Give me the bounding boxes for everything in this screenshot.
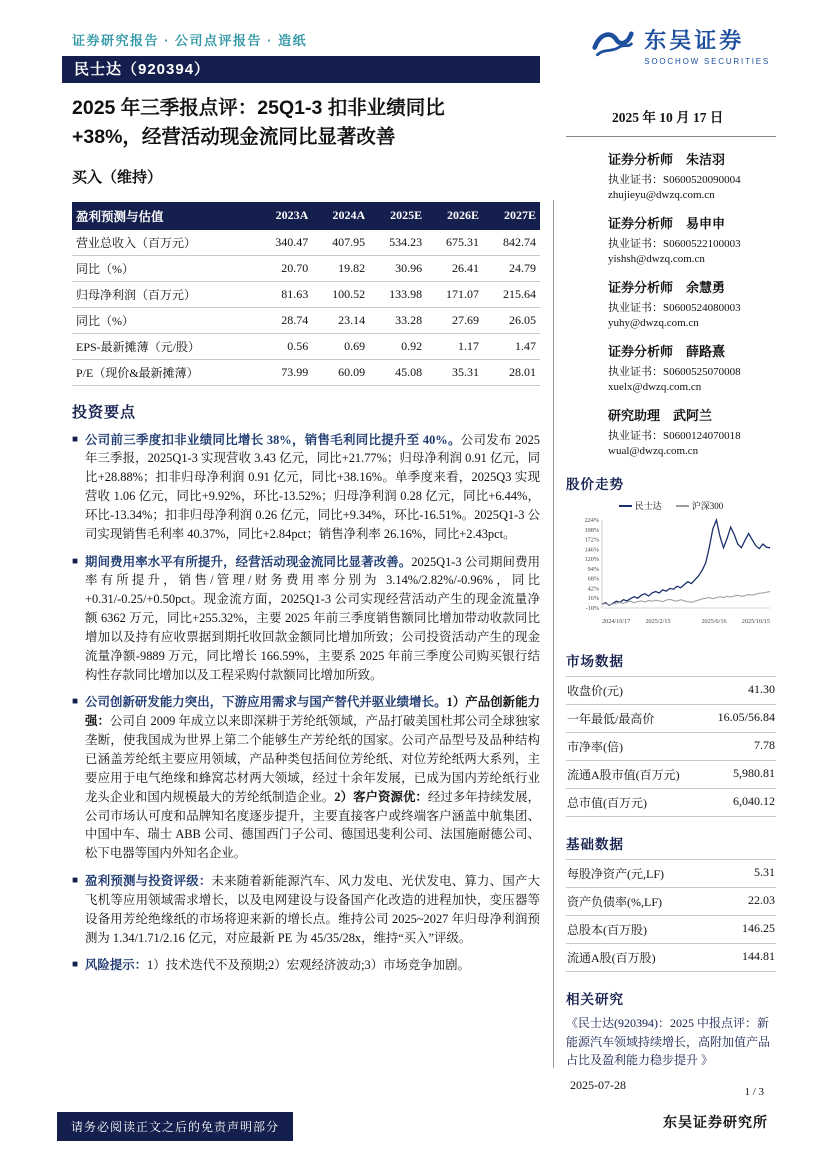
forecast-row xyxy=(72,307,540,333)
data-row-value: 22.03 xyxy=(748,893,775,907)
forecast-column-header: 2026E xyxy=(426,202,483,230)
forecast-header-row xyxy=(72,202,540,230)
data-row xyxy=(566,761,776,789)
forecast-column-header: 2024A xyxy=(312,202,369,230)
related-research-item[interactable]: 《民士达(920394)：2025 中报点评：新能源汽车领域持续增长，高附加值产品占比及盈利能力稳步提升 》 xyxy=(566,1016,771,1068)
brand-name-en: SOOCHOW SECURITIES xyxy=(644,56,770,66)
svg-text:2025/6/16: 2025/6/16 xyxy=(701,618,727,625)
forecast-cell: 26.05 xyxy=(483,307,540,333)
legend-swatch xyxy=(676,505,689,507)
report-title-line1: 2025 年三季报点评：25Q1-3 扣非业绩同比 xyxy=(72,97,445,119)
sidebar-column xyxy=(566,106,776,1093)
forecast-cell: 73.99 xyxy=(255,359,312,385)
forecast-cell: 19.82 xyxy=(312,255,369,281)
legend-label: 沪深300 xyxy=(691,501,724,511)
price-line-民士达 xyxy=(602,520,770,605)
data-row-value: 7.78 xyxy=(754,738,775,752)
forecast-cell: 24.79 xyxy=(483,255,540,281)
svg-text:172%: 172% xyxy=(584,536,599,544)
price-chart-heading: 股价走势 xyxy=(566,477,624,492)
forecast-cell: 171.07 xyxy=(426,281,483,307)
forecast-cell: 30.96 xyxy=(369,255,426,281)
bullet-square-icon: ■ xyxy=(72,433,79,445)
data-row xyxy=(566,860,776,888)
analyst-email[interactable]: zhujieyu@dwzq.com.cn xyxy=(608,189,715,201)
data-row xyxy=(566,916,776,944)
svg-text:42%: 42% xyxy=(587,585,599,593)
legend-item xyxy=(619,499,662,512)
investment-point-segment: 2）客户资源优： xyxy=(334,789,428,804)
analyst-block xyxy=(566,213,776,265)
forecast-cell: 28.01 xyxy=(483,359,540,385)
investment-point-segment: 1）技术迭代不及预期;2）宏观经济波动;3）市场竞争加剧。 xyxy=(147,958,470,973)
basic-data-table xyxy=(566,859,776,972)
soochow-wave-icon xyxy=(591,20,635,69)
data-row xyxy=(566,944,776,972)
legend-swatch xyxy=(619,505,632,507)
svg-text:16%: 16% xyxy=(587,595,599,603)
forecast-cell: 0.56 xyxy=(255,333,312,359)
legend-label: 民士达 xyxy=(634,501,662,511)
investment-point-lead: 期间费用率水平有所提升，经营活动现金流同比显著改善。 xyxy=(85,554,412,569)
investment-point xyxy=(72,956,540,975)
data-row-value: 144.81 xyxy=(742,949,775,963)
data-row-label: 市净率(倍) xyxy=(567,740,623,754)
analyst-email[interactable]: yuhy@dwzq.com.cn xyxy=(608,317,699,329)
price-chart xyxy=(566,499,776,634)
analyst-role-name: 证券分析师 余慧勇 xyxy=(608,280,726,295)
data-row-label: 资产负债率(%,LF) xyxy=(567,895,662,909)
forecast-cell: 340.47 xyxy=(255,230,312,256)
data-row xyxy=(566,888,776,916)
forecast-cell: 33.28 xyxy=(369,307,426,333)
price-chart-legend xyxy=(566,499,776,512)
forecast-row xyxy=(72,359,540,385)
related-research-date: 2025-07-28 xyxy=(570,1077,626,1092)
report-category-line: 证券研究报告 · 公司点评报告 · 造纸 xyxy=(72,33,308,48)
legend-item xyxy=(676,499,724,512)
market-data-table xyxy=(566,676,776,817)
forecast-column-header: 2025E xyxy=(369,202,426,230)
analyst-block xyxy=(566,277,776,329)
data-row-label: 一年最低/最高价 xyxy=(567,712,655,726)
investment-point-text xyxy=(85,872,540,947)
forecast-row xyxy=(72,230,540,256)
data-row-value: 41.30 xyxy=(748,682,775,696)
investment-point-lead: 盈利预测与投资评级： xyxy=(85,874,212,889)
forecast-cell: 60.09 xyxy=(312,359,369,385)
analyst-email[interactable]: xuelx@dwzq.com.cn xyxy=(608,381,702,393)
analyst-cert: 执业证书：S0600522100003 xyxy=(608,238,741,250)
forecast-cell: 27.69 xyxy=(426,307,483,333)
data-row-label: 流通A股(百万股) xyxy=(567,951,656,965)
forecast-cell: 35.31 xyxy=(426,359,483,385)
forecast-cell: 45.08 xyxy=(369,359,426,385)
bullet-square-icon: ■ xyxy=(72,875,79,887)
analyst-cert: 执业证书：S0600524080003 xyxy=(608,302,741,314)
data-row-label: 总股本(百万股) xyxy=(567,923,647,937)
data-row-label: 流通A股市值(百万元) xyxy=(567,768,680,782)
analyst-role-name: 证券分析师 薛路熹 xyxy=(608,344,726,359)
analyst-cert: 执业证书：S0600520090004 xyxy=(608,174,741,186)
investment-point-segment: 公司自 2009 年成立以来即深耕于芳纶纸领域，产品打破美国杜邦公司全球独家垄断，使我国成为世界上第二个能够生产芳纶纸的国家。公司产品型号及品种结构已涵盖芳纶纸主要应用领域，产品种类包括间位芳纶纸、对位芳纶纸两大系列，主要应用于电气绝缘和蜂窝芯材两大领域，经过十余年发展，已成为国内芳纶纸行业龙头企业和国内规模最大的芳纶纸制造企业。 xyxy=(85,714,540,804)
forecast-cell: 100.52 xyxy=(312,281,369,307)
investment-point-text xyxy=(85,431,540,544)
forecast-cell: 20.70 xyxy=(255,255,312,281)
investment-point-lead: 风险提示： xyxy=(85,958,147,973)
forecast-cell: 1.47 xyxy=(483,333,540,359)
related-research-list xyxy=(566,1014,776,1093)
svg-text:120%: 120% xyxy=(584,556,599,564)
forecast-cell: 23.14 xyxy=(312,307,369,333)
forecast-cell: 215.64 xyxy=(483,281,540,307)
svg-text:2025/2/15: 2025/2/15 xyxy=(645,618,671,625)
forecast-column-header: 2023A xyxy=(255,202,312,230)
basic-data-heading: 基础数据 xyxy=(566,837,624,852)
analyst-role-name: 证券分析师 朱洁羽 xyxy=(608,152,726,167)
svg-text:-10%: -10% xyxy=(585,605,599,612)
forecast-cell: 0.69 xyxy=(312,333,369,359)
svg-text:2025/10/15: 2025/10/15 xyxy=(741,618,770,625)
analyst-role-name: 证券分析师 易申申 xyxy=(608,216,726,231)
date-separator xyxy=(566,136,776,137)
investment-point-text xyxy=(85,693,540,863)
page-number: 1 / 3 xyxy=(744,1086,764,1098)
forecast-cell: 26.41 xyxy=(426,255,483,281)
svg-text:2024/10/17: 2024/10/17 xyxy=(602,618,631,625)
analyst-cert: 执业证书：S0600124070018 xyxy=(608,430,741,442)
forecast-row-label: P/E（现价&最新摊薄） xyxy=(72,359,255,385)
analyst-role-name: 研究助理 武阿兰 xyxy=(608,408,713,423)
svg-text:146%: 146% xyxy=(584,546,599,554)
forecast-row-label: EPS-最新摊薄（元/股） xyxy=(72,333,255,359)
report-title xyxy=(72,94,540,153)
bullet-square-icon: ■ xyxy=(72,555,79,567)
investment-point-segment: 经过多年持续发展，公司市场认可度和品牌知名度逐步提升，主要直接客户或终端客户涵盖中航集团、中国中车、瑞士 ABB 公司、德国西门子公司、德国迅斐利公司、法国施耐德公司、松下电器等国内外知名企业。 xyxy=(85,789,541,861)
investment-point-segment: 2025Q1-3 公司期间费用率有所提升，销售/管理/财务费用率分别为 3.14%/2.82%/-0.96%，同比+0.31/-0.25/+0.50pct。现金流方面，2025Q1-3 公司实现经营活动产生的现金流量净额 6362 万元，同比+255.32%，主要 2025 年前三季度销售额同比增加带动收款同比增加以及持有应收票据到期托收回款金额同比增加所致；公司投资活动产生的现金流量净额-9889 万元，同比增长 166.59%，主要系 2025 年前三季度公司购买银行结构性存款同比增加以及工程采购付款额同比增加所致。 xyxy=(85,554,541,682)
data-row-value: 5.31 xyxy=(754,865,775,879)
data-row xyxy=(566,789,776,817)
investment-point-lead: 公司前三季度扣非业绩同比增长 38%，销售毛利同比提升至 40%。 xyxy=(85,432,461,447)
data-row-value: 5,980.81 xyxy=(733,766,775,780)
forecast-table-body xyxy=(72,230,540,386)
forecast-valuation-table xyxy=(72,202,540,386)
data-row-label: 每股净资产(元,LF) xyxy=(567,867,664,881)
investment-point-text xyxy=(85,956,540,975)
footer-disclaimer-bar: 请务必阅读正文之后的免责声明部分 xyxy=(57,1112,293,1141)
data-row xyxy=(566,705,776,733)
rating-badge: 买入（维持） xyxy=(72,168,163,186)
data-row-label: 总市值(百万元) xyxy=(567,796,647,810)
forecast-row-label: 营业总收入（百万元） xyxy=(72,230,255,256)
related-research-heading: 相关研究 xyxy=(566,992,624,1007)
price-line-沪深300 xyxy=(602,592,770,606)
analyst-email[interactable]: yishsh@dwzq.com.cn xyxy=(608,253,705,265)
analyst-cert: 执业证书：S0600525070008 xyxy=(608,366,741,378)
report-date: 2025 年 10 月 17 日 xyxy=(612,110,724,125)
data-row-label: 收盘价(元) xyxy=(567,684,623,698)
forecast-cell: 675.31 xyxy=(426,230,483,256)
analyst-email[interactable]: wual@dwzq.com.cn xyxy=(608,445,699,457)
research-institute-label: 东吴证券研究所 xyxy=(663,1114,768,1130)
data-row-value: 146.25 xyxy=(742,921,775,935)
report-title-line2: +38%，经营活动现金流同比显著改善 xyxy=(72,126,396,149)
data-row xyxy=(566,677,776,705)
forecast-column-header: 2027E xyxy=(483,202,540,230)
forecast-row-label: 归母净利润（百万元） xyxy=(72,281,255,307)
investment-points-heading: 投资要点 xyxy=(72,403,137,421)
forecast-cell: 81.63 xyxy=(255,281,312,307)
forecast-cell: 534.23 xyxy=(369,230,426,256)
column-divider xyxy=(553,200,554,1068)
svg-text:198%: 198% xyxy=(584,526,599,534)
forecast-row xyxy=(72,255,540,281)
market-data-heading: 市场数据 xyxy=(566,654,624,669)
svg-text:68%: 68% xyxy=(587,575,599,583)
investment-point xyxy=(72,553,540,685)
investment-point xyxy=(72,431,540,544)
brand-name-cn: 东吴证券 xyxy=(644,27,745,53)
bullet-square-icon: ■ xyxy=(72,696,79,708)
analyst-block xyxy=(566,149,776,201)
forecast-cell: 1.17 xyxy=(426,333,483,359)
company-title-bar: 民士达（920394） xyxy=(62,56,540,83)
price-chart-svg xyxy=(566,514,776,634)
main-column xyxy=(72,94,540,984)
forecast-cell: 842.74 xyxy=(483,230,540,256)
investment-point xyxy=(72,693,540,863)
forecast-row xyxy=(72,333,540,359)
forecast-row-label: 同比（%） xyxy=(72,255,255,281)
investment-point-lead: 公司创新研发能力突出，下游应用需求与国产替代并驱业绩增长。 xyxy=(85,695,447,710)
svg-text:224%: 224% xyxy=(584,517,599,524)
forecast-cell: 133.98 xyxy=(369,281,426,307)
bullet-square-icon: ■ xyxy=(72,959,79,971)
analyst-block xyxy=(566,341,776,393)
investment-points-list xyxy=(72,431,540,976)
forecast-row-label: 同比（%） xyxy=(72,307,255,333)
forecast-cell: 0.92 xyxy=(369,333,426,359)
forecast-cell: 28.74 xyxy=(255,307,312,333)
forecast-cell: 407.95 xyxy=(312,230,369,256)
forecast-table-title: 盈利预测与估值 xyxy=(72,202,255,230)
investment-point-segment: 1）产品创新能力强： xyxy=(85,695,540,729)
analyst-list xyxy=(566,149,776,457)
data-row-value: 16.05/56.84 xyxy=(717,710,775,724)
investment-point-text xyxy=(85,553,540,685)
investment-point-segment: 公司发布 2025 年三季报，2025Q1-3 实现营收 3.43 亿元，同比+21.77%；归母净利润 0.91 亿元，同比+28.88%；扣非归母净利润 0.91 亿元，同比+38.16%。单季度来看，2025Q3 实现营收 1.06 亿元，同比+9.92%，环比-13.52%；归母净利润 0.28 亿元，同比+6.44%，环比-13.34%；扣非归母净利润 0.26 亿元，同比+9.34%，环比-16.51%。2025Q1-3 公司实现销售毛利率 40.37%，同比+2.84pct；销售净利率 26.16%，同比+2.43pct。 xyxy=(85,432,540,541)
forecast-row xyxy=(72,281,540,307)
investment-point-segment: 未来随着新能源汽车、风力发电、光伏发电、算力、国产大飞机等应用领域需求增长，以及电网建设与设备国产化改造的进程加快，变压器等设备用芳纶绝缘纸的市场将迎来新的增长点。维持公司 2025~2027 年归母净利润预测为 1.34/1.71/2.16 亿元，对应最新 PE 为 45/35/28x，维持“买入”评级。 xyxy=(85,874,541,945)
data-row xyxy=(566,733,776,761)
brand-logo xyxy=(591,20,770,69)
data-row-value: 6,040.12 xyxy=(733,794,775,808)
svg-text:94%: 94% xyxy=(587,565,599,573)
analyst-block xyxy=(566,405,776,457)
investment-point xyxy=(72,872,540,947)
